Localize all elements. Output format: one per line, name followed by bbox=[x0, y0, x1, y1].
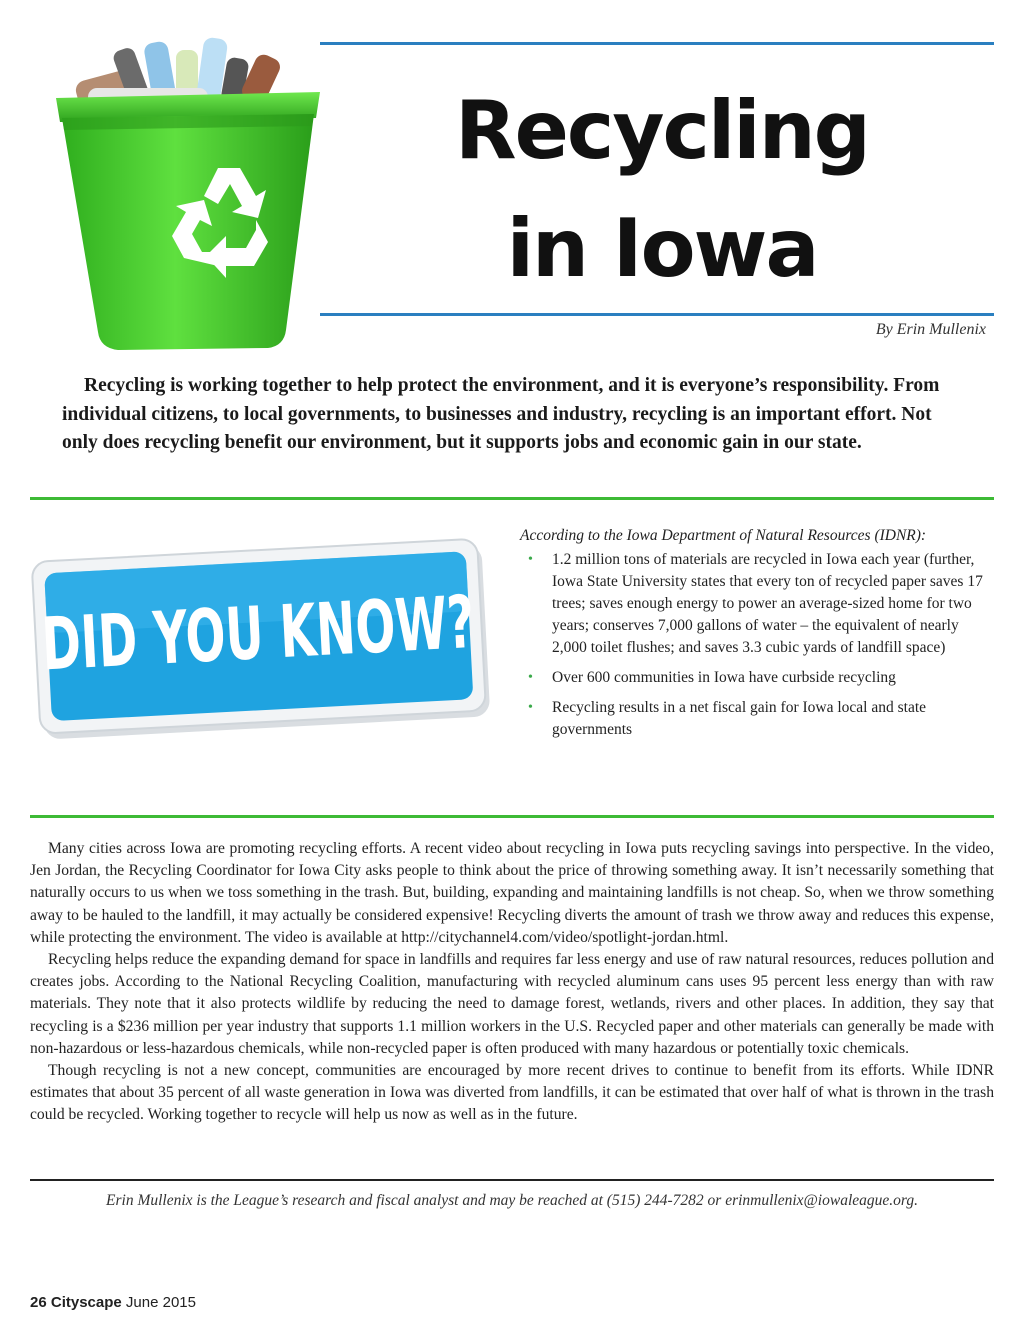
body-paragraph: Though recycling is not a new concept, communities are encouraged by more recent drives to continue to benefit from its efforts. While IDNR estimates that about 35 percent of all waste generation in Iowa was diverted from landfills, it can be estimated that over half of what is thrown in the trash could be recycled. Working together to recycle will help us now as well as in the future. bbox=[30, 1062, 994, 1124]
title-line-1: Recycling bbox=[455, 84, 869, 177]
fact-text: Over 600 communities in Iowa have curbside recycling bbox=[552, 669, 896, 686]
sign-text: DID YOU KNOW? bbox=[39, 579, 477, 687]
author-note: Erin Mullenix is the League’s research and fiscal analyst and may be reached at (515) 244-7282 or erinmullenix@iowaleague.org. bbox=[106, 1192, 918, 1209]
publication-name: Cityscape bbox=[50, 1294, 122, 1311]
section-divider bbox=[30, 497, 994, 500]
article-body bbox=[30, 838, 994, 1127]
title-bottom-rule bbox=[320, 313, 994, 316]
facts-box bbox=[520, 525, 995, 749]
page-number: 26 bbox=[30, 1294, 47, 1311]
title-line-2: in Iowa bbox=[506, 202, 818, 295]
recycle-bin-illustration bbox=[48, 30, 328, 355]
body-paragraph: Recycling helps reduce the expanding demand for space in landfills and requires far less energy and use of raw natural resources, reduces pollution and creates jobs. According to the National Recycling Coalition, manufacturing with recycled aluminum cans uses 95 percent less energy than with raw materials. They note that it also protects wildlife by reducing the need to damage forest, wetlands, rivers and other places. In addition, they say that recycling is a $236 million per year industry that supports 1.1 million workers in the U.S. Recycled paper and other materials can generally be made with non-hazardous or less-hazardous chemicals, while non-recycled paper is often produced with many hazardous or potentially toxic chemicals. bbox=[30, 951, 994, 1057]
bullet-icon: • bbox=[528, 700, 533, 715]
issue-date: June 2015 bbox=[125, 1294, 196, 1311]
byline: By Erin Mullenix bbox=[875, 321, 986, 338]
page-folio bbox=[30, 1294, 196, 1311]
fact-text: 1.2 million tons of materials are recycled in Iowa each year (further, Iowa State University states that every ton of recycled paper saves 17 trees; saves enough energy to power an average-sized home for two years; conserves 7,000 gallons of water – the equivalent of nearly 2,000 toilet flushes; and saves 3.3 cubic yards of landfill space) bbox=[552, 551, 983, 656]
list-item bbox=[520, 667, 995, 689]
title-top-rule bbox=[320, 42, 994, 45]
facts-intro: According to the Iowa Department of Natural Resources (IDNR): bbox=[520, 527, 927, 544]
body-paragraph: Many cities across Iowa are promoting recycling efforts. A recent video about recycling in Iowa puts recycling savings into perspective. In the video, Jen Jordan, the Recycling Coordinator for Iowa City asks people to think about the price of throwing something away. It isn’t necessarily something that naturally occurs to us when we toss something in the trash. But, building, expanding and maintaining landfills is not cheap. So, when we throw something away to be hauled to the landfill, it may actually be considered expensive! Recycling diverts the amount of trash we throw away and reduces this expense, while protecting the environment. The video is available at http://citychannel4.com/video/spotlight-jordan.html. bbox=[30, 840, 994, 946]
bullet-icon: • bbox=[528, 670, 533, 685]
article-title bbox=[330, 72, 994, 308]
lead-paragraph: Recycling is working together to help protect the environment, and it is everyone’s responsibility. From individual citizens, to local governments, to businesses and industry, recycling is an important effort. Not only does recycling benefit our environment, but it supports jobs and economic gain in our state. bbox=[62, 375, 940, 453]
fact-text: Recycling results in a net fiscal gain for Iowa local and state governments bbox=[552, 699, 927, 738]
list-item bbox=[520, 697, 995, 741]
facts-list bbox=[520, 549, 995, 741]
footer-rule bbox=[30, 1179, 994, 1181]
bullet-icon: • bbox=[528, 552, 533, 567]
section-divider bbox=[30, 815, 994, 818]
did-you-know-sign bbox=[28, 538, 498, 743]
list-item bbox=[520, 549, 995, 659]
